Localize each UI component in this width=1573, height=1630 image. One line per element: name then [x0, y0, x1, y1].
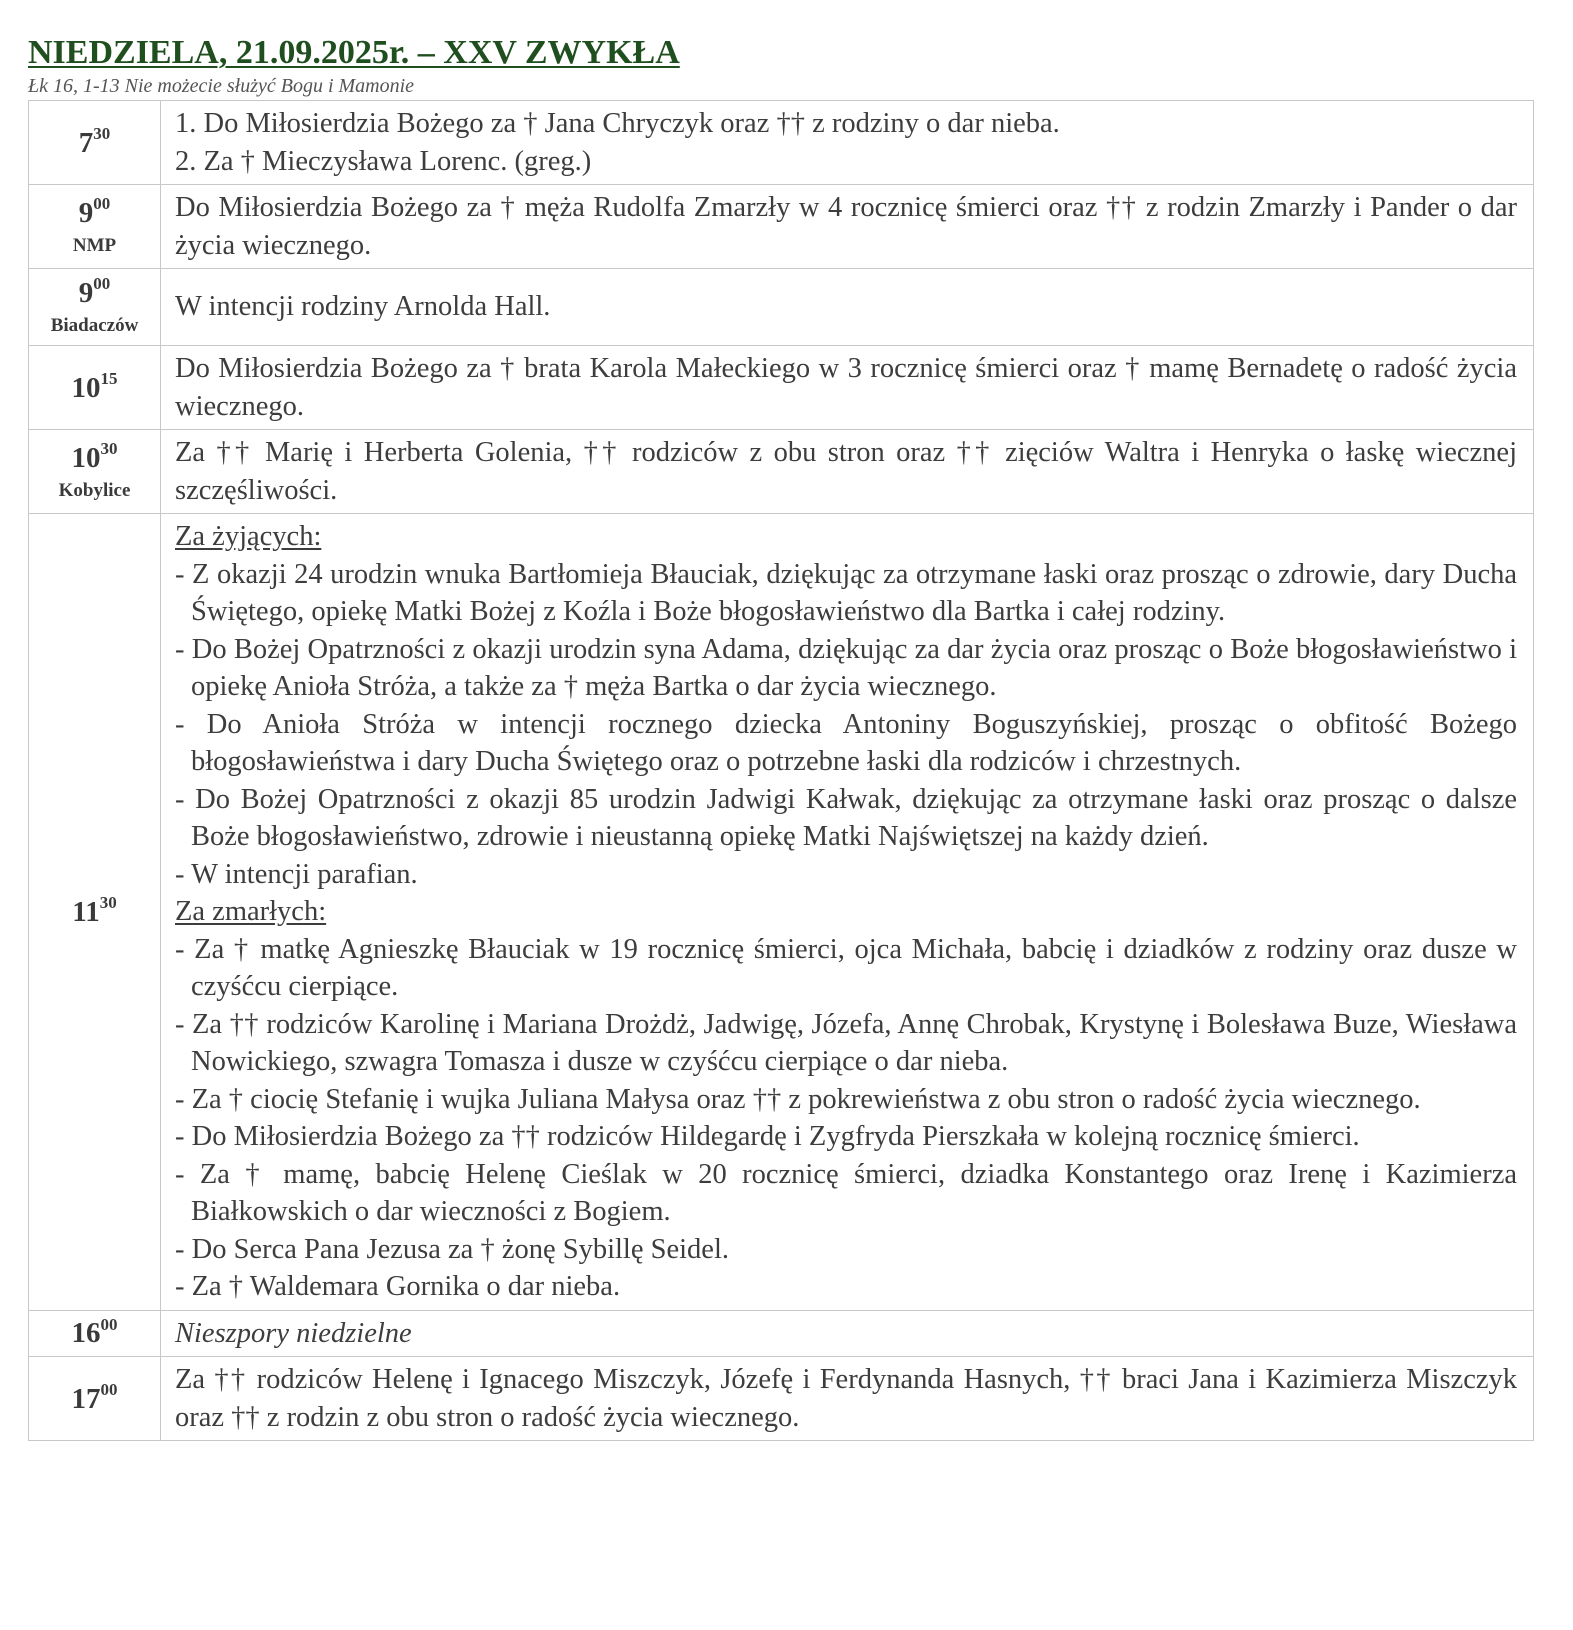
- table-row: [29, 346, 1534, 430]
- mass-time: $17^{00}$: [71, 1379, 118, 1415]
- intention-item: - Za † ciocię Stefanię i wujka Juliana Małysa oraz †† z pokrewieństwa z obu stron o radość życia wiecznego.: [175, 1083, 1421, 1115]
- intention-item: - Do Serca Pana Jezusa za † żonę Sybillę Seidel.: [175, 1233, 729, 1265]
- mass-time-cell: [29, 1357, 161, 1441]
- intention-item: - Z okazji 24 urodzin wnuka Bartłomieja Błauciak, dziękując za otrzymane łaski oraz prosząc o zdrowie, dary Ducha Świętego, opiekę Matki Bożej z Koźla i Boże błogosławieństwo dla Bartka i całej rodziny.: [175, 558, 1517, 627]
- intention-cell: [161, 101, 1534, 185]
- intention-item: - Za † mamę, babcię Helenę Cieślak w 20 rocznicę śmierci, dziadka Konstantego oraz Irenę i Kazimierza Białkowskich o dar wieczności z Bogiem.: [175, 1158, 1517, 1227]
- mass-schedule-table: [28, 100, 1534, 1441]
- mass-time: $7^{30}$: [78, 123, 111, 159]
- mass-location: Biadaczów: [50, 315, 139, 336]
- gospel-reference: Łk 16, 1-13 Nie możecie służyć Bogu i Mamonie: [28, 75, 415, 97]
- table-row: [29, 1310, 1534, 1357]
- intention-cell: [161, 514, 1534, 1311]
- intention-item: - Za †† rodziców Karolinę i Mariana Drożdż, Jadwigę, Józefa, Annę Chrobak, Krystynę i Bolesława Buze, Wiesława Nowickiego, szwagra Tomasza i dusze w czyśćcu cierpiące o dar nieba.: [175, 1008, 1517, 1077]
- intention-item: - Do Miłosierdzia Bożego za †† rodziców Hildegardę i Zygfryda Pierszkała w kolejną rocznicę śmierci.: [175, 1121, 1360, 1152]
- mass-time-cell: [29, 185, 161, 269]
- intention-item: - Za † Waldemara Gornika o dar nieba.: [175, 1271, 621, 1302]
- intention-item: - W intencji parafian.: [175, 858, 418, 890]
- intention-item: - Do Bożej Opatrzności z okazji urodzin syna Adama, dziękując za dar życia oraz prosząc o Boże błogosławieństwo i opiekę Anioła Stróża, a także za † męża Bartka o dar życia wiecznego.: [175, 633, 1517, 702]
- mass-time-cell: [29, 101, 161, 185]
- page-title: NIEDZIELA, 21.09.2025r. – XXV ZWYKŁA: [28, 34, 680, 71]
- intention-line: 2. Za † Mieczysława Lorenc. (greg.): [175, 145, 592, 177]
- intention-cell: Nieszpory niedzielne: [161, 1310, 1534, 1357]
- intention-cell: Do Miłosierdzia Bożego za † męża Rudolfa Zmarzły w 4 rocznicę śmierci oraz †† z rodzin Zmarzły i Pander o dar życia wiecznego.: [161, 185, 1534, 269]
- mass-time: $10^{30}$: [71, 438, 118, 474]
- mass-time-cell: [29, 514, 161, 1311]
- mass-time: $9^{00}$: [78, 274, 111, 309]
- table-row: [29, 269, 1534, 346]
- mass-time: $11^{30}$: [72, 893, 117, 928]
- intention-item: - Za † matkę Agnieszkę Błauciak w 19 rocznicę śmierci, ojca Michała, babcię i dziadków z rodziny oraz dusze w czyśćcu cierpiące.: [175, 933, 1517, 1002]
- intention-item: - Do Bożej Opatrzności z okazji 85 urodzin Jadwigi Kałwak, dziękując za otrzymane łaski oraz prosząc o dalsze Boże błogosławieństwo, zdrowie i nieustanną opiekę Matki Najświętszej na każdy dzień.: [175, 783, 1517, 852]
- table-row: [29, 1357, 1534, 1441]
- intention-cell: Za †† rodziców Helenę i Ignacego Miszczyk, Józefę i Ferdynanda Hasnych, †† braci Jana i Kazimierza Miszczyk oraz †† z rodzin z obu stron o radość życia wiecznego.: [161, 1357, 1534, 1441]
- mass-time-cell: [29, 269, 161, 346]
- table-row: [29, 101, 1534, 185]
- mass-time: $10^{15}$: [71, 368, 118, 404]
- intention-item: - Do Anioła Stróża w intencji rocznego dziecka Antoniny Boguszyńskiej, prosząc o obfitość Bożego błogosławieństwa i dary Ducha Świętego oraz o potrzebne łaski dla rodziców i chrzestnych.: [175, 708, 1517, 777]
- deceased-section-label: Za zmarłych:: [175, 896, 327, 927]
- intention-cell: Za †† Marię i Herberta Golenia, †† rodziców z obu stron oraz †† zięciów Waltra i Henryka o łaskę wiecznej szczęśliwości.: [161, 430, 1534, 514]
- mass-location: NMP: [72, 234, 117, 256]
- mass-time: $9^{00}$: [78, 193, 111, 229]
- mass-time-cell: [29, 430, 161, 514]
- mass-location: Kobylice: [58, 479, 131, 501]
- mass-intentions-page: [28, 34, 1533, 1441]
- mass-time-cell: [29, 346, 161, 430]
- living-section-label: Za żyjących:: [175, 521, 322, 552]
- intention-cell: W intencji rodziny Arnolda Hall.: [161, 269, 1534, 346]
- intention-cell: Do Miłosierdzia Bożego za † brata Karola Małeckiego w 3 rocznicę śmierci oraz † mamę Bernadetę o radość życia wiecznego.: [161, 346, 1534, 430]
- intention-line: 1. Do Miłosierdzia Bożego za † Jana Chryczyk oraz †† z rodziny o dar nieba.: [175, 108, 1060, 139]
- table-row: [29, 185, 1534, 269]
- mass-time: $16^{00}$: [71, 1314, 118, 1350]
- mass-time-cell: [29, 1310, 161, 1357]
- table-row: [29, 514, 1534, 1311]
- table-row: [29, 430, 1534, 514]
